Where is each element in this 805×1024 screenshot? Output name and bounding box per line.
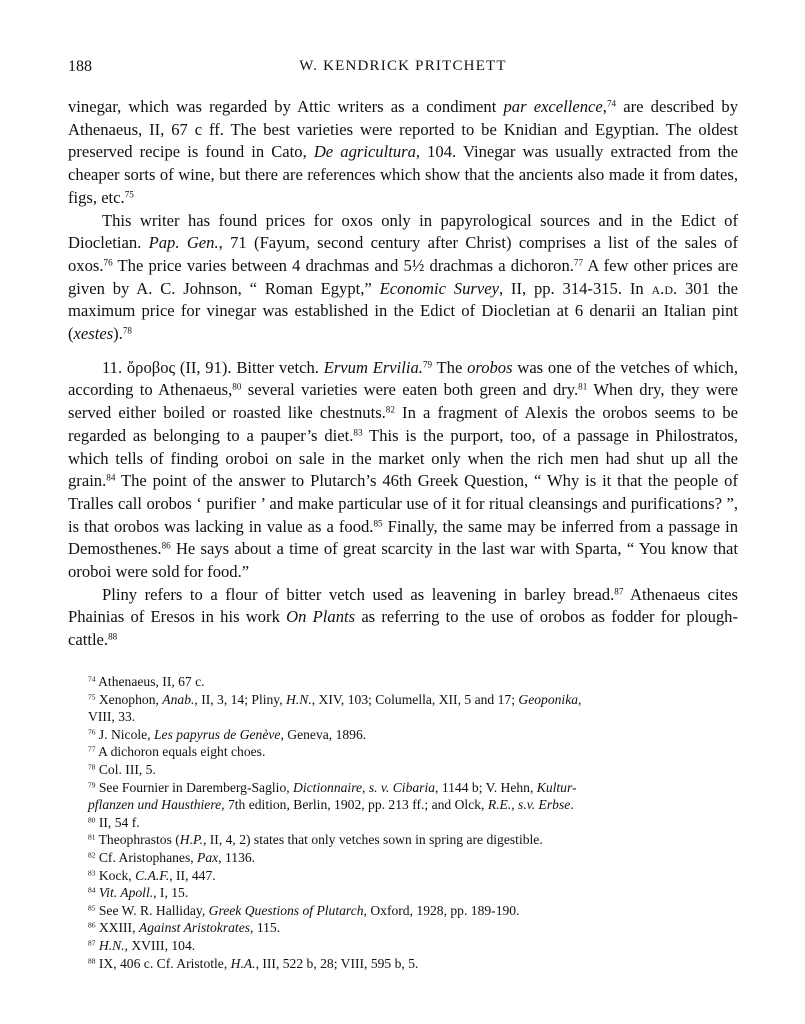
footnote: $^{87}$ H.N., XVIII, 104.: [88, 937, 196, 953]
footnote: $^{74}$ Athenaeus, II, 67 c.: [88, 674, 205, 689]
body-text: [68, 96, 738, 652]
footnote-continuation: pflanzen und Hausthiere, 7th edition, Berlin, 1902, pp. 213 ff.; and Olck, R.E., s.v. Erbse.: [88, 797, 574, 813]
paragraph: 11. ὄροβος (II, 91). Bitter vetch. Ervum Ervilia.$^{79}$ The orobos was one of the vetches of which, according to Athenaeus,$^{80}$ several varieties were eaten both green and dry.$^{81}$ When dry, they were served either boiled or roasted like chestnuts.$^{82}$ In a fragment of Alexis the orobos seems to be regarded as belonging to a pauper’s diet.$^{83}$ This is the purport, too, of a passage in Philostratos, which tells of finding oroboi on sale in the market only when the rich men had shut up all the grain.$^{84}$ The point of the answer to Plutarch’s 46th Greek Question, “ Why is it that the people of Tralles call orobos ‘ purifier ’ and make particular use of it for ritual cleansings and purifications? ”, is that orobos was lacking in value as a food.$^{85}$ Finally, the same may be inferred from a passage in Demosthenes.$^{86}$ He says about a time of great scarcity in the last war with Sparta, “ You know that oroboi were sold for food.”: [68, 357, 738, 582]
footnote: $^{76}$ J. Nicole, Les papyrus de Genève, Geneva, 1896.: [88, 726, 367, 742]
footnote: $^{84}$ Vit. Apoll., I, 15.: [88, 885, 189, 901]
paragraph: Pliny refers to a flour of bitter vetch used as leavening in barley bread.$^{87}$ Athenaeus cites Phainias of Eresos in his work On Plants as referring to the use of orobos as fodder for plough-cattle.$^{88}$: [68, 584, 739, 650]
footnote: $^{83}$ Kock, C.A.F., II, 447.: [88, 867, 216, 883]
footnote: $^{75}$ Xenophon, Anab., II, 3, 14; Pliny, H.N., XIV, 103; Columella, XII, 5 and 17; Geoponika,: [88, 691, 582, 707]
footnote: $^{77}$ A dichoron equals eight choes.: [88, 744, 266, 760]
footnote: $^{78}$ Col. III, 5.: [88, 761, 156, 777]
footnote: $^{79}$ See Fournier in Daremberg-Saglio, Dictionnaire, s. v. Cibaria, 1144 b; V. Hehn, Kultur-: [88, 779, 577, 795]
footnote: $^{82}$ Cf. Aristophanes, Pax, 1136.: [88, 849, 256, 865]
footnote: $^{85}$ See W. R. Halliday, Greek Questions of Plutarch, Oxford, 1928, pp. 189-190.: [88, 902, 520, 918]
page-number: 188: [68, 58, 92, 75]
page-header: [68, 58, 738, 82]
footnote: $^{81}$ Theophrastos (H.P., II, 4, 2) states that only vetches sown in spring are digestible.: [88, 832, 543, 848]
paragraph: vinegar, which was regarded by Attic writers as a condiment par excellence,$^{74}$ are described by Athenaeus, II, 67 c ff. The best varieties were reported to be Knidian and Egyptian. The oldest preserved recipe is found in Cato, De agricultura, 104. Vinegar was usually extracted from the cheaper sorts of wine, but there are references which show that the ancients also made it from dates, figs, etc.$^{75}$: [68, 97, 738, 207]
paragraph: This writer has found prices for oxos only in papyrological sources and in the Edict of Diocletian. Pap. Gen., 71 (Fayum, second century after Christ) comprises a list of the sales of oxos.$^{76}$ The price varies between 4 drachmas and 5½ drachmas a dichoron.$^{77}$ A few other prices are given by A. C. Johnson, “ Roman Egypt,” Economic Survey, II, pp. 314-315. In a.d. 301 the maximum price for vinegar was established in the Edict of Diocletian at 6 denarii an Italian pint (xestes).$^{78}$: [68, 210, 738, 344]
footnotes: [68, 673, 738, 972]
footnote: $^{86}$ XXIII, Against Aristokrates, 115.: [88, 920, 281, 936]
running-title: W. KENDRICK PRITCHETT: [299, 58, 507, 74]
footnote: $^{80}$ II, 54 f.: [88, 814, 140, 830]
footnote: $^{88}$ IX, 406 c. Cf. Aristotle, H.A., III, 522 b, 28; VIII, 595 b, 5.: [88, 955, 419, 971]
footnote-continuation: VIII, 33.: [88, 709, 136, 725]
